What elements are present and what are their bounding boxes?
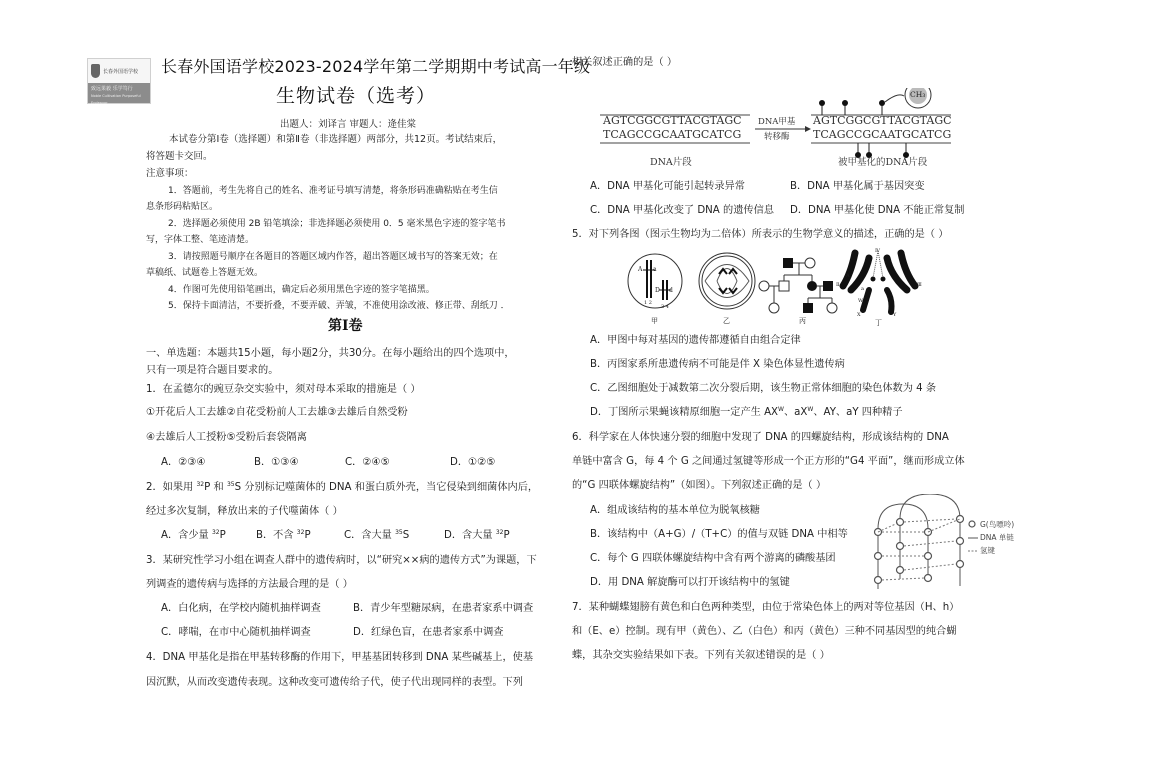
ding-chromosome-X: X: [857, 312, 861, 318]
gene-label-D: D: [655, 287, 660, 294]
chromosome-numbers-12: 1 2: [644, 300, 652, 306]
q7-stem-line-2: 和（E、e）控制。现有甲（黄色）、乙（白色）和丙（黄色）三种不同基因型的纯合蝴: [572, 626, 957, 637]
q6-stem-line-2: 单链中富含 G，每 4 个 G 之间通过氢键等形成一个正方形的“G4 平面”，继而形成立体: [572, 456, 965, 467]
subject-title: 生物试卷（选考）: [276, 85, 437, 107]
arrow-label-bottom: 转移酶: [764, 132, 790, 142]
q2-stem-line-2: 经过多次复制，释放出来的子代噬菌体（ ）: [146, 506, 343, 517]
ding-gene-A: A: [846, 273, 850, 279]
chromosome-label-III: Ⅲ: [917, 282, 922, 288]
q5-option-d[interactable]: [590, 406, 903, 420]
q3-option-c[interactable]: C．哮喘，在市中心随机抽样调查: [161, 627, 311, 638]
note-line: 3．请按照题号顺序在各题目的答题区域内作答，超出答题区域书写的答案无效；在: [168, 252, 498, 262]
note-line: 写，字体工整、笔迹清楚。: [146, 235, 255, 245]
figure-label-bing: 丙: [799, 317, 806, 325]
option-sup: 32: [495, 529, 504, 536]
figure-label-ding: 丁: [875, 319, 882, 327]
methyl-bubble-label: CH₃: [910, 90, 926, 99]
q7-stem-line-3: 蝶，其杂交实验结果如下表。下列有关叙述错误的是（ ）: [572, 650, 830, 661]
q4-option-d[interactable]: D．DNA 甲基化使 DNA 不能正常复制: [790, 205, 965, 216]
q4-option-a[interactable]: A．DNA 甲基化可能引起转录异常: [590, 181, 745, 192]
q2-stem-line-1: [146, 481, 538, 495]
q1-option-d[interactable]: D．①②⑤: [450, 457, 496, 468]
q4-stem-line-1: 4．DNA 甲基化是指在甲基转移酶的作用下，甲基基团转移到 DNA 某些碱基上，使基: [146, 652, 534, 663]
chromosome-label-II: Ⅱ: [836, 282, 840, 288]
q1-items-2: ④去雄后人工授粉⑤受粉后套袋隔离: [146, 432, 307, 443]
dna-methylation-figure: [598, 88, 958, 173]
q6-option-c[interactable]: C．每个 G 四联体螺旋结构中含有两个游离的磷酸基团: [590, 553, 836, 564]
q1-option-c[interactable]: C．②④⑤: [345, 457, 390, 468]
arrow-label-top: DNA甲基: [758, 117, 796, 127]
legend-dna-strand: DNA 单链: [980, 533, 1014, 542]
q3-option-b[interactable]: B．青少年型糖尿病，在患者家系中调查: [353, 603, 534, 614]
q2-text: S 分别标记噬菌体的 DNA 和蛋白质外壳，当它侵染到细菌体内后，: [234, 482, 539, 493]
exam-title: 长春外国语学校2023-2024学年第二学期期中考试高一年级: [161, 57, 591, 76]
q2-sup: 35: [226, 481, 235, 488]
option-text: C．含大量: [344, 530, 396, 541]
school-crest-icon: [91, 64, 100, 78]
note-line: 4．作图可先使用铅笔画出，确定后必须用黑色字迹的签字笔描黑。: [168, 285, 435, 295]
option-text: D．含大量: [444, 530, 496, 541]
legend-hydrogen-bond: 氢键: [980, 546, 995, 555]
dna-bottom-strand: TCAGCCGCAATGCATCG: [603, 128, 742, 141]
q3-option-d[interactable]: D．红绿色盲，在患者家系中调查: [353, 627, 504, 638]
figure-label-jia: 甲: [651, 317, 658, 325]
chromosome-label-IV: Ⅳ: [875, 248, 880, 254]
option-text: D．丁图所示果蝇该精原细胞一定产生 AX: [590, 407, 779, 418]
methylated-fragment-caption: 被甲基化的DNA片段: [838, 157, 928, 168]
logo-school-name: 长春外国语学校: [103, 68, 139, 75]
ding-chromosome-Y: Y: [893, 312, 897, 318]
ding-gene-a: a: [861, 286, 864, 292]
option-text: P: [503, 530, 510, 541]
q7-stem-line-1: 7．某种蝴蝶翅膀有黄色和白色两种类型，由位于常染色体上的两对等位基因（H、h）: [572, 602, 960, 613]
gene-label-A: A: [638, 266, 643, 273]
q6-stem-line-1: 6．科学家在人体快速分裂的细胞中发现了 DNA 的四螺旋结构，形成该结构的 DNA: [572, 432, 949, 443]
q3-option-a[interactable]: A．白化病，在学校内随机抽样调查: [161, 603, 321, 614]
q4-option-c[interactable]: C．DNA 甲基化改变了 DNA 的遗传信息: [590, 205, 774, 216]
q1-items-1: ①开花后人工去雄②自花受粉前人工去雄③去雄后自然受粉: [146, 407, 408, 418]
option-text: P: [219, 530, 226, 541]
methylated-bottom-strand: TCAGCCGCAATGCATCG: [813, 128, 952, 141]
note-line: 草稿纸、试题卷上答题无效。: [146, 268, 264, 278]
q1-stem: 1．在孟德尔的豌豆杂交实验中，须对母本采取的措施是（ ）: [146, 384, 421, 395]
option-text: A．含少量: [161, 530, 212, 541]
q5-option-b[interactable]: B．丙图家系所患遗传病不可能是伴 X 染色体显性遗传病: [590, 359, 845, 370]
q6-option-d[interactable]: D．用 DNA 解旋酶可以打开该结构中的氢键: [590, 577, 790, 588]
intro-line-2: 将答题卡交回。: [146, 151, 213, 162]
notes-heading: 注意事项：: [146, 168, 194, 179]
option-sup: W: [778, 406, 784, 413]
gene-label-a: a: [653, 266, 657, 273]
logo-motto-en: Noble Cultivation Purposeful Endeavor: [91, 94, 141, 105]
option-text: B．不含: [256, 530, 297, 541]
q2-option-a[interactable]: [161, 529, 226, 543]
q5-stem: 5．对下列各图（图示生物均为二倍体）所表示的生物学意义的描述，正确的是（ ）: [572, 229, 949, 240]
q3-stem-line-2: 列调查的遗传病与选择的方法最合理的是（ ）: [146, 579, 353, 590]
note-line: 1．答题前，考生先将自己的姓名、准考证号填写清楚，将条形码准确粘贴在考生信: [168, 186, 498, 196]
option-sup: 32: [211, 529, 220, 536]
q5-figures: [625, 248, 925, 330]
chromosome-numbers-34: 3 4: [661, 304, 669, 310]
q6-stem-line-3: 的“G 四联体螺旋结构”（如图）。下列叙述正确的是（ ）: [572, 480, 827, 491]
q1-option-b[interactable]: B．①③④: [254, 457, 299, 468]
q2-sup: 32: [196, 481, 205, 488]
option-text: 、aX: [783, 407, 808, 418]
option-text: P: [304, 530, 311, 541]
option-text: 、AY、aY 四种精子: [813, 407, 903, 418]
section-instruction-1: 一、单选题：本题共15小题，每小题2分，共30分。在每小题给出的四个选项中，: [146, 348, 515, 359]
gene-label-d: d: [669, 287, 673, 294]
school-logo: [87, 58, 151, 104]
option-sup: 32: [296, 529, 305, 536]
figure-label-yi: 乙: [723, 317, 730, 325]
ding-gene-W: W: [858, 298, 864, 304]
dna-fragment-caption: DNA片段: [650, 157, 692, 168]
q2-text: 2．如果用: [146, 482, 197, 493]
q6-option-a[interactable]: A．组成该结构的基本单位为脱氧核糖: [590, 505, 760, 516]
note-line: 2．选择题必须使用 2B 铅笔填涂；非选择题必须使用 0．5 毫米黑色字迹的签字笔书: [168, 219, 506, 229]
g-quadruplex-figure: [868, 494, 1018, 594]
note-line: 息条形码粘贴区。: [146, 202, 219, 212]
q2-text: P 和: [204, 482, 227, 493]
option-sup: W: [807, 406, 814, 413]
note-line: 5．保持卡面清洁，不要折叠，不要弄破、弄皱，不准使用涂改液、修正带、刮纸刀 ．: [168, 301, 510, 311]
q1-option-a[interactable]: A．②③④: [161, 457, 206, 468]
q6-option-b[interactable]: B．该结构中（A+G）/（T+C）的值与双链 DNA 中相等: [590, 529, 848, 540]
authors: 出题人：刘译言 审题人：逄佳棠: [280, 119, 417, 130]
q5-option-a[interactable]: A．甲图中每对基因的遗传都遵循自由组合定律: [590, 335, 801, 346]
q5-option-c[interactable]: C．乙图细胞处于减数第二次分裂后期，该生物正常体细胞的染色体数为 4 条: [590, 383, 937, 394]
q4-stem-line-3: 相关叙述正确的是（ ）: [572, 57, 678, 68]
intro-line-1: 本试卷分第Ⅰ卷（选择题）和第Ⅱ卷（非选择题）两部分，共12页。考试结束后，: [169, 134, 503, 145]
q4-stem-line-2: 因沉默，从而改变遗传表现。这种改变可遗传给子代，使子代出现同样的表型。下列: [146, 677, 523, 688]
option-text: S: [402, 530, 410, 541]
logo-motto: 致远果毅 乐学笃行: [91, 86, 133, 92]
section-title: 第Ⅰ卷: [328, 318, 363, 334]
option-sup: 35: [395, 529, 403, 536]
section-instruction-2: 只有一项是符合题目要求的。: [146, 365, 279, 376]
q2-option-b[interactable]: [256, 529, 311, 543]
legend-guanine: G(鸟嘌呤): [980, 520, 1015, 529]
q3-stem-line-1: 3．某研究性学习小组在调查人群中的遗传病时，以“研究××病的遗传方式”为课题，下: [146, 555, 537, 566]
methylated-top-strand: AGTCGGCGTTACGTAGC: [813, 114, 952, 127]
q2-option-d[interactable]: [444, 529, 510, 543]
dna-top-strand: AGTCGGCGTTACGTAGC: [603, 114, 742, 127]
q2-option-c[interactable]: [344, 529, 409, 543]
q4-option-b[interactable]: B．DNA 甲基化属于基因突变: [790, 181, 925, 192]
